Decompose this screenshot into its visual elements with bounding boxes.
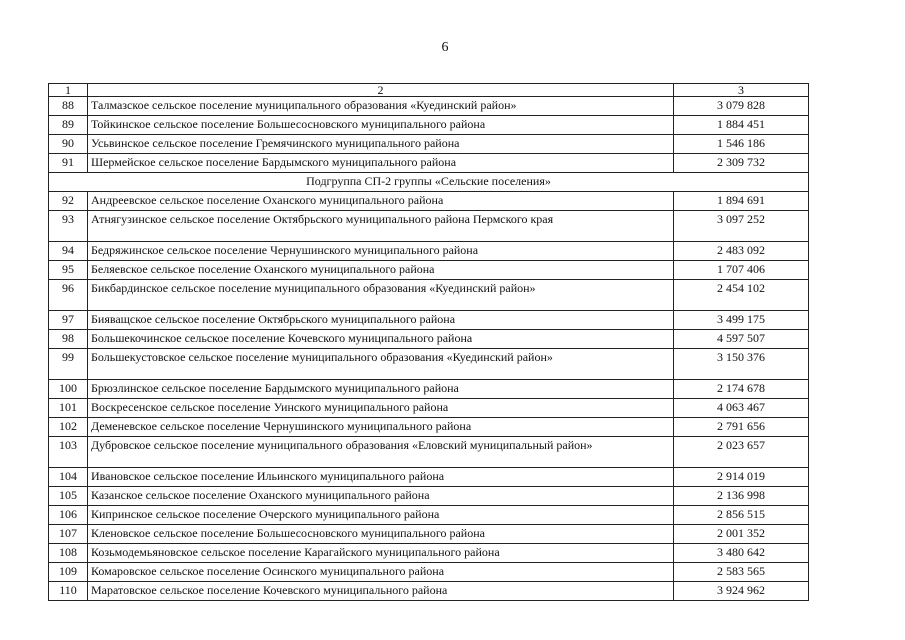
row-name: Кипринское сельское поселение Очерского муниципального района <box>88 506 674 525</box>
row-name: Воскресенское сельское поселение Уинского муниципального района <box>88 399 674 418</box>
header-col-2: 2 <box>88 84 674 97</box>
table-row <box>49 311 809 330</box>
row-number: 101 <box>49 399 88 418</box>
row-name: Ивановское сельское поселение Ильинского муниципального района <box>88 468 674 487</box>
row-number: 104 <box>49 468 88 487</box>
subgroup-row <box>49 173 809 192</box>
row-number: 110 <box>49 582 88 601</box>
row-number: 91 <box>49 154 88 173</box>
row-value: 2 483 092 <box>674 242 809 261</box>
allocation-table <box>48 83 809 601</box>
row-name: Шермейское сельское поселение Бардымского муниципального района <box>88 154 674 173</box>
row-number: 106 <box>49 506 88 525</box>
table-row <box>49 399 809 418</box>
table-row <box>49 437 809 468</box>
row-name: Бедряжинское сельское поселение Чернушинского муниципального района <box>88 242 674 261</box>
row-number: 88 <box>49 97 88 116</box>
row-value: 2 914 019 <box>674 468 809 487</box>
row-name: Большекочинское сельское поселение Кочевского муниципального района <box>88 330 674 349</box>
table-row <box>49 242 809 261</box>
table-row <box>49 563 809 582</box>
table-row <box>49 544 809 563</box>
row-number: 105 <box>49 487 88 506</box>
row-value: 2 583 565 <box>674 563 809 582</box>
row-value: 2 454 102 <box>674 280 809 311</box>
row-value: 2 001 352 <box>674 525 809 544</box>
table-row <box>49 525 809 544</box>
row-name: Большекустовское сельское поселение муниципального образования «Куединский район» <box>88 349 674 380</box>
row-name: Дубровское сельское поселение муниципального образования «Еловский муниципальный район» <box>88 437 674 468</box>
row-name: Андреевское сельское поселение Оханского муниципального района <box>88 192 674 211</box>
row-number: 99 <box>49 349 88 380</box>
row-value: 4 597 507 <box>674 330 809 349</box>
row-name: Казанское сельское поселение Оханского муниципального района <box>88 487 674 506</box>
table-row <box>49 135 809 154</box>
table-row <box>49 154 809 173</box>
row-number: 100 <box>49 380 88 399</box>
row-name: Бияващское сельское поселение Октябрьского муниципального района <box>88 311 674 330</box>
row-number: 107 <box>49 525 88 544</box>
row-number: 102 <box>49 418 88 437</box>
row-value: 3 480 642 <box>674 544 809 563</box>
row-number: 108 <box>49 544 88 563</box>
row-name: Деменевское сельское поселение Чернушинского муниципального района <box>88 418 674 437</box>
row-name: Талмазское сельское поселение муниципального образования «Куединский район» <box>88 97 674 116</box>
row-number: 96 <box>49 280 88 311</box>
table-row <box>49 211 809 242</box>
table-row <box>49 97 809 116</box>
header-col-1: 1 <box>49 84 88 97</box>
row-value: 3 097 252 <box>674 211 809 242</box>
row-value: 2 023 657 <box>674 437 809 468</box>
table-row <box>49 349 809 380</box>
row-number: 92 <box>49 192 88 211</box>
row-name: Комаровское сельское поселение Осинского муниципального района <box>88 563 674 582</box>
table-row <box>49 280 809 311</box>
row-name: Усьвинское сельское поселение Гремячинского муниципального района <box>88 135 674 154</box>
row-number: 97 <box>49 311 88 330</box>
row-number: 98 <box>49 330 88 349</box>
table-row <box>49 487 809 506</box>
row-name: Тойкинское сельское поселение Большесосновского муниципального района <box>88 116 674 135</box>
row-number: 94 <box>49 242 88 261</box>
table-row <box>49 261 809 280</box>
row-number: 90 <box>49 135 88 154</box>
row-value: 3 924 962 <box>674 582 809 601</box>
row-name: Козьмодемьяновское сельское поселение Карагайского муниципального района <box>88 544 674 563</box>
row-number: 103 <box>49 437 88 468</box>
rows-bottom <box>49 192 809 601</box>
row-value: 1 707 406 <box>674 261 809 280</box>
header-col-3: 3 <box>674 84 809 97</box>
page-number: 6 <box>441 40 449 55</box>
table-header-row <box>49 84 809 97</box>
table-row <box>49 330 809 349</box>
row-number: 89 <box>49 116 88 135</box>
row-value: 3 079 828 <box>674 97 809 116</box>
row-value: 4 063 467 <box>674 399 809 418</box>
row-number: 95 <box>49 261 88 280</box>
table-row <box>49 468 809 487</box>
row-name: Брюзлинское сельское поселение Бардымского муниципального района <box>88 380 674 399</box>
row-value: 1 894 691 <box>674 192 809 211</box>
row-value: 1 546 186 <box>674 135 809 154</box>
row-name: Маратовское сельское поселение Кочевского муниципального района <box>88 582 674 601</box>
row-value: 2 856 515 <box>674 506 809 525</box>
subgroup-title: Подгруппа СП-2 группы «Сельские поселения» <box>49 173 809 192</box>
row-value: 2 136 998 <box>674 487 809 506</box>
row-name: Атнягузинское сельское поселение Октябрьского муниципального района Пермского края <box>88 211 674 242</box>
table-row <box>49 192 809 211</box>
row-value: 1 884 451 <box>674 116 809 135</box>
row-number: 109 <box>49 563 88 582</box>
table-row <box>49 116 809 135</box>
row-number: 93 <box>49 211 88 242</box>
row-value: 3 499 175 <box>674 311 809 330</box>
table-row <box>49 380 809 399</box>
row-name: Беляевское сельское поселение Оханского муниципального района <box>88 261 674 280</box>
row-value: 3 150 376 <box>674 349 809 380</box>
table-row <box>49 582 809 601</box>
row-value: 2 174 678 <box>674 380 809 399</box>
table-row <box>49 418 809 437</box>
table-row <box>49 506 809 525</box>
row-value: 2 791 656 <box>674 418 809 437</box>
row-name: Кленовское сельское поселение Большесосновского муниципального района <box>88 525 674 544</box>
row-value: 2 309 732 <box>674 154 809 173</box>
rows-top <box>49 97 809 173</box>
row-name: Бикбардинское сельское поселение муниципального образования «Куединский район» <box>88 280 674 311</box>
